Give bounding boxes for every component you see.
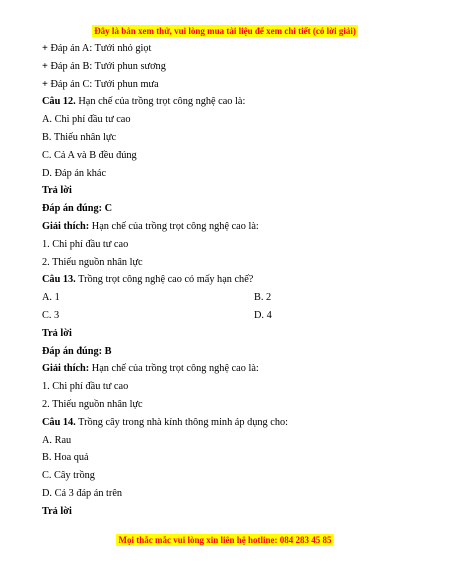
q12-explain-point-1: 1. Chi phí đầu tư cao bbox=[42, 238, 129, 250]
question-13 bbox=[42, 271, 412, 289]
q13-options-row-2 bbox=[42, 307, 412, 325]
question-12 bbox=[42, 93, 412, 111]
hotline-footer-banner bbox=[0, 534, 450, 546]
question-label: Câu 12. bbox=[42, 96, 76, 108]
q13-explain-point-2: 2. Thiếu nguồn nhân lực bbox=[42, 398, 143, 410]
q12-option-a: A. Chi phí đầu tư cao bbox=[42, 114, 131, 126]
q14-answer-heading: Trả lời bbox=[42, 505, 72, 517]
prev-option-a: + Đáp án A: Tưới nhỏ giọt bbox=[42, 43, 152, 54]
q14-option-a: A. Rau bbox=[42, 434, 72, 446]
hotline-footer-text: Mọi thắc mắc vui lòng xin liên hệ hotline: 084 283 45 85 bbox=[118, 535, 332, 545]
question-label: Câu 13. bbox=[42, 274, 76, 286]
question-text: Hạn chế của trồng trọt công nghệ cao là: bbox=[78, 96, 246, 108]
q13-option-d: D. 4 bbox=[254, 309, 272, 321]
q13-option-c: C. 3 bbox=[42, 309, 60, 321]
q12-option-c: C. Cả A và B đều đúng bbox=[42, 149, 137, 161]
q12-explain-point-2: 2. Thiếu nguồn nhân lực bbox=[42, 256, 143, 268]
q13-explain-point-1: 1. Chi phí đầu tư cao bbox=[42, 381, 129, 393]
q12-option-d: D. Đáp án khác bbox=[42, 167, 107, 179]
q14-option-d: D. Cả 3 đáp án trên bbox=[42, 487, 123, 499]
q14-option-c: C. Cây trồng bbox=[42, 470, 95, 482]
prev-option-c: + Đáp án C: Tưới phun mưa bbox=[42, 78, 159, 90]
question-text: Trồng cây trong nhà kính thông minh áp dụng cho: bbox=[78, 416, 288, 428]
q13-answer-heading: Trả lời bbox=[42, 327, 72, 339]
preview-notice-text: Đây là bản xem thử, vui lòng mua tài liệu để xem chi tiết (có lời giải) bbox=[94, 26, 356, 36]
q13-options-row-1 bbox=[42, 289, 412, 307]
document-body bbox=[42, 40, 412, 521]
q14-option-b: B. Hoa quả bbox=[42, 452, 89, 464]
question-text: Trồng trọt công nghệ cao có mấy hạn chế? bbox=[78, 274, 254, 286]
q12-correct-answer: Đáp án đúng: C bbox=[42, 203, 113, 215]
preview-notice-banner bbox=[0, 25, 450, 37]
q12-answer-heading: Trả lời bbox=[42, 185, 72, 197]
q13-correct-answer: Đáp án đúng: B bbox=[42, 345, 112, 357]
q13-explanation: Giải thích: Hạn chế của trồng trọt công nghệ cao là: bbox=[42, 363, 259, 375]
question-14 bbox=[42, 414, 412, 432]
q12-explanation: Giải thích: Hạn chế của trồng trọt công nghệ cao là: bbox=[42, 220, 259, 232]
q12-option-b: B. Thiếu nhân lực bbox=[42, 131, 117, 143]
prev-option-b: + Đáp án B: Tưới phun sương bbox=[42, 60, 166, 72]
question-label: Câu 14. bbox=[42, 416, 76, 428]
q13-option-a: A. 1 bbox=[42, 292, 60, 304]
q13-option-b: B. 2 bbox=[254, 292, 272, 304]
